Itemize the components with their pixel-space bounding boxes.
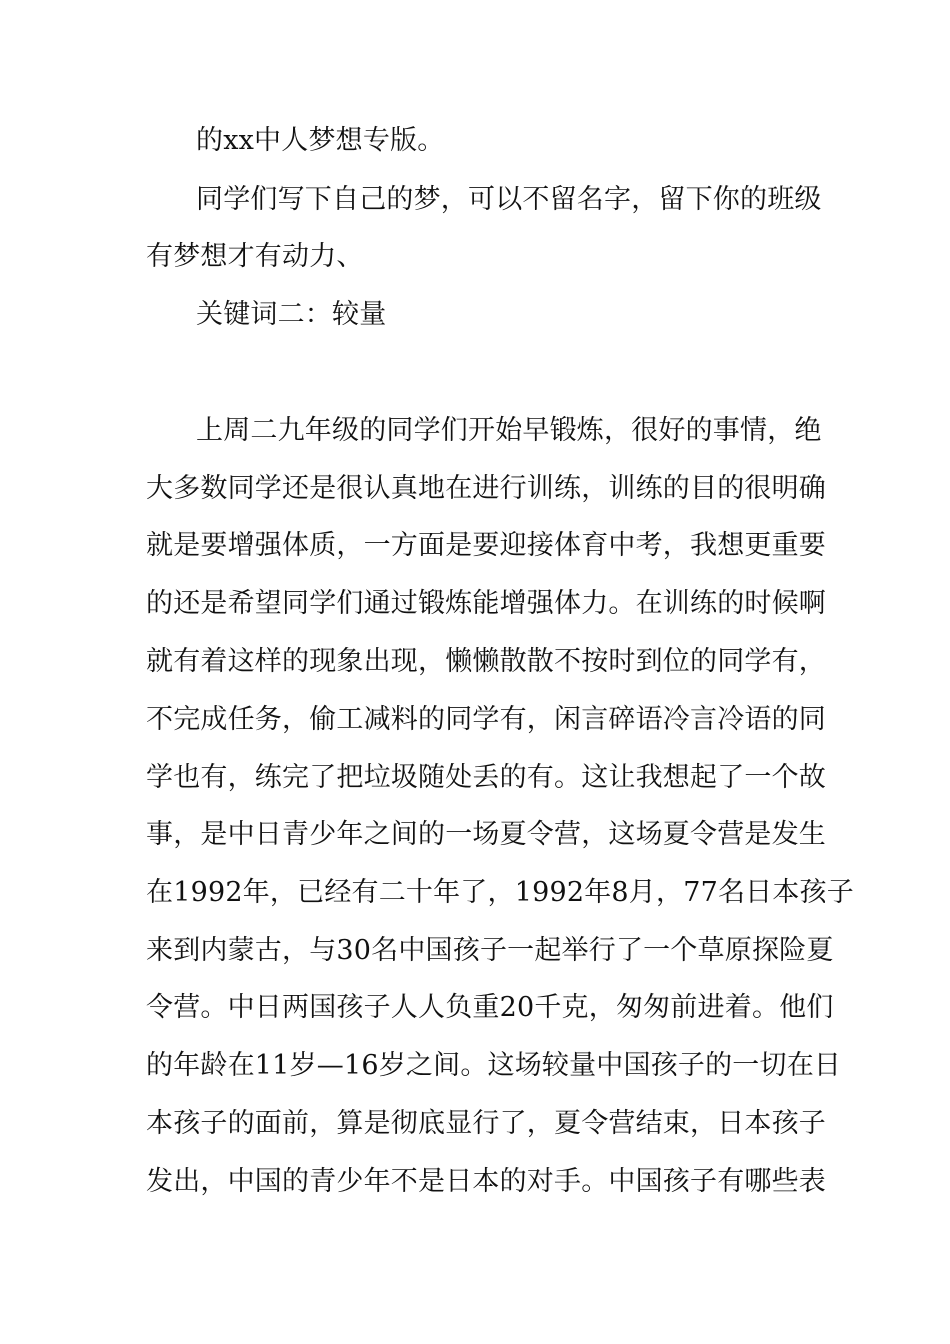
paragraph-line: 就有着这样的现象出现，懒懒散散不按时到位的同学有， <box>146 646 826 677</box>
paragraph-line: 来到内蒙古，与30名中国孩子一起举行了一个草原探险夏 <box>146 935 834 966</box>
paragraph-line: 在1992年，已经有二十年了，1992年8月，77名日本孩子 <box>146 877 854 908</box>
paragraph-line: 同学们写下自己的梦，可以不留名字，留下你的班级 <box>196 184 822 215</box>
paragraph-line: 大多数同学还是很认真地在进行训练，训练的目的很明确 <box>146 473 826 504</box>
paragraph-line: 上周二九年级的同学们开始早锻炼，很好的事情，绝 <box>196 415 822 446</box>
paragraph-line: 令营。中日两国孩子人人负重20千克，匆匆前进着。他们 <box>146 992 834 1023</box>
paragraph-line: 的还是希望同学们通过锻炼能增强体力。在训练的时候啊 <box>146 588 826 619</box>
paragraph-line: 的xx中人梦想专版。 <box>196 125 445 156</box>
paragraph-line: 不完成任务，偷工减料的同学有，闲言碎语冷言冷语的同 <box>146 704 826 735</box>
paragraph-line: 就是要增强体质，一方面是要迎接体育中考，我想更重要 <box>146 530 826 561</box>
paragraph-line: 的年龄在11岁—16岁之间。这场较量中国孩子的一切在日 <box>146 1050 842 1081</box>
paragraph-line: 事，是中日青少年之间的一场夏令营，这场夏令营是发生 <box>146 819 826 850</box>
paragraph-line: 学也有，练完了把垃圾随处丢的有。这让我想起了一个故 <box>146 762 826 793</box>
section-heading: 关键词二：较量 <box>196 299 387 330</box>
paragraph-line: 有梦想才有动力、 <box>146 241 364 272</box>
paragraph-line: 发出，中国的青少年不是日本的对手。中国孩子有哪些表 <box>146 1166 826 1197</box>
paragraph-line: 本孩子的面前，算是彻底显行了，夏令营结束，日本孩子 <box>146 1108 826 1139</box>
